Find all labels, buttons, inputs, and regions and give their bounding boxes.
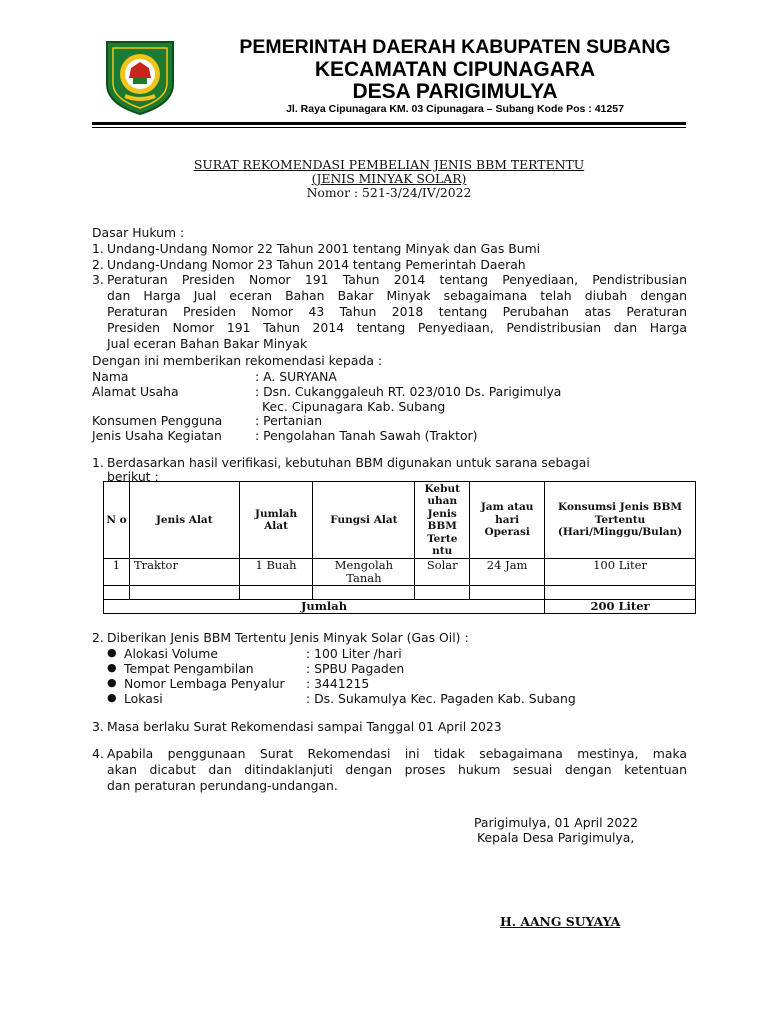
recommendation-intro: Dengan ini memberikan rekomendasi kepada : [92, 353, 383, 368]
header-rule-thin [92, 127, 686, 128]
location-label: Lokasi [124, 691, 163, 706]
point1-text-cont: berikut : [107, 469, 159, 484]
header-rule-thick [92, 122, 686, 125]
legal-basis-heading: Dasar Hukum : [92, 225, 185, 240]
point2-text: Diberikan Jenis BBM Tertentu Jenis Minyak Solar (Gas Oil) : [107, 630, 469, 645]
table-cell: Solar [415, 559, 470, 586]
field-label-alamat: Alamat Usaha [92, 384, 179, 399]
village-logo [103, 38, 177, 116]
document-title: SURAT REKOMENDASI PEMBELIAN JENIS BBM TERTENTU [193, 157, 585, 172]
point-number: 2. [92, 630, 104, 645]
legal-item-line: Peraturan Presiden Nomor 43 Tahun 2018 tentang Perubahan atas Peraturan [107, 304, 687, 319]
table-cell [545, 586, 696, 600]
legal-item: Undang-Undang Nomor 22 Tahun 2001 tentang Minyak dan Gas Bumi [107, 241, 541, 256]
table-cell [313, 586, 415, 600]
field-label-jenis-usaha: Jenis Usaha Kegiatan [92, 428, 222, 443]
bbm-usage-table [103, 481, 696, 614]
table-cell [239, 586, 313, 600]
table-cell: 24 Jam [470, 559, 545, 586]
header-government: PEMERINTAH DAERAH KABUPATEN SUBANG [239, 36, 671, 58]
table-header-row [104, 482, 696, 559]
point4-text: dan peraturan perundang-undangan. [107, 778, 338, 793]
table-header: Konsumsi Jenis BBM Tertentu (Hari/Minggu/Bulan) [545, 482, 696, 559]
signer-position: Kepala Desa Parigimulya, [477, 830, 635, 845]
point-number: 3. [92, 719, 104, 734]
table-cell [415, 586, 470, 600]
pickup-label: Tempat Pengambilan [124, 661, 254, 676]
legal-item: Undang-Undang Nomor 23 Tahun 2014 tentang Pemerintah Daerah [107, 257, 526, 272]
point-number: 4. [92, 746, 104, 761]
document-number: Nomor : 521-3/24/IV/2022 [306, 185, 472, 200]
table-cell: 1 [104, 559, 130, 586]
field-value-alamat-cont: Kec. Cipunagara Kab. Subang [262, 399, 446, 414]
legal-item-line: Peraturan Presiden Nomor 191 Tahun 2014 tentang Penyediaan, Pendistribusian [107, 272, 687, 287]
table-cell [470, 586, 545, 600]
bullet-icon: ● [107, 676, 117, 689]
table-total-label: Jumlah [104, 600, 545, 614]
signer-name: H. AANG SUYAYA [500, 914, 621, 929]
table-total-row [104, 600, 696, 614]
table-cell: Mengolah Tanah [313, 559, 415, 586]
header-village: DESA PARIGIMULYA [352, 80, 558, 103]
legal-item-line: dan Harga Jual eceran Bahan Bakar Minyak sebagaimana telah diubah dengan [107, 288, 687, 303]
allocation-value: : 100 Liter /hari [306, 646, 402, 661]
point3-text: Masa berlaku Surat Rekomendasi sampai Tanggal 01 April 2023 [107, 719, 502, 734]
table-cell: Traktor [129, 559, 239, 586]
point1-text: Berdasarkan hasil verifikasi, kebutuhan BBM digunakan untuk sarana sebagai [107, 455, 590, 470]
place-date: Parigimulya, 01 April 2022 [474, 815, 639, 830]
table-header: Jenis Alat [129, 482, 239, 559]
allocation-label: Alokasi Volume [124, 646, 218, 661]
table-row [104, 586, 696, 600]
field-value-nama: : A. SURYANA [255, 369, 337, 384]
legal-item-number: 3. [92, 272, 104, 287]
field-label-nama: Nama [92, 369, 129, 384]
table-header: N o [104, 482, 130, 559]
location-value: : Ds. Sukamulya Kec. Pagaden Kab. Subang [306, 691, 576, 706]
distributor-value: : 3441215 [306, 676, 370, 691]
table-cell: 100 Liter [545, 559, 696, 586]
legal-item-line: Jual eceran Bahan Bakar Minyak [107, 336, 308, 351]
legal-item-line: Presiden Nomor 191 Tahun 2014 tentang Penyediaan, Pendistribusian dan Harga [107, 320, 687, 335]
table-header: Fungsi Alat [313, 482, 415, 559]
pickup-value: : SPBU Pagaden [306, 661, 405, 676]
bullet-icon: ● [107, 646, 117, 659]
field-value-konsumen: : Pertanian [255, 413, 323, 428]
table-cell [104, 586, 130, 600]
field-label-konsumen: Konsumen Pengguna [92, 413, 223, 428]
table-header: Jam atau hari Operasi [470, 482, 545, 559]
point4-text: akan dicabut dan ditindaklanjuti dengan proses hukum sesuai dengan ketentuan [107, 762, 687, 777]
header-district: KECAMATAN CIPUNAGARA [314, 58, 596, 81]
header-address: Jl. Raya Cipunagara KM. 03 Cipunagara – Subang Kode Pos : 41257 [286, 103, 624, 115]
legal-item-number: 1. [92, 241, 104, 256]
field-value-alamat: : Dsn. Cukanggaleuh RT. 023/010 Ds. Parigimulya [255, 384, 562, 399]
table-header: Kebut uhan Jenis BBM Terte ntu [415, 482, 470, 559]
document-subtitle: (JENIS MINYAK SOLAR) [311, 171, 467, 186]
table-cell: 1 Buah [239, 559, 313, 586]
legal-item-number: 2. [92, 257, 104, 272]
distributor-label: Nomor Lembaga Penyalur [124, 676, 285, 691]
table-row [104, 559, 696, 586]
table-total-value: 200 Liter [545, 600, 696, 614]
field-value-jenis-usaha: : Pengolahan Tanah Sawah (Traktor) [255, 428, 478, 443]
bullet-icon: ● [107, 691, 117, 704]
bullet-icon: ● [107, 661, 117, 674]
point4-text: Apabila penggunaan Surat Rekomendasi ini tidak sebagaimana mestinya, maka [107, 746, 687, 761]
point-number: 1. [92, 455, 104, 470]
table-cell [129, 586, 239, 600]
table-header: Jumlah Alat [239, 482, 313, 559]
